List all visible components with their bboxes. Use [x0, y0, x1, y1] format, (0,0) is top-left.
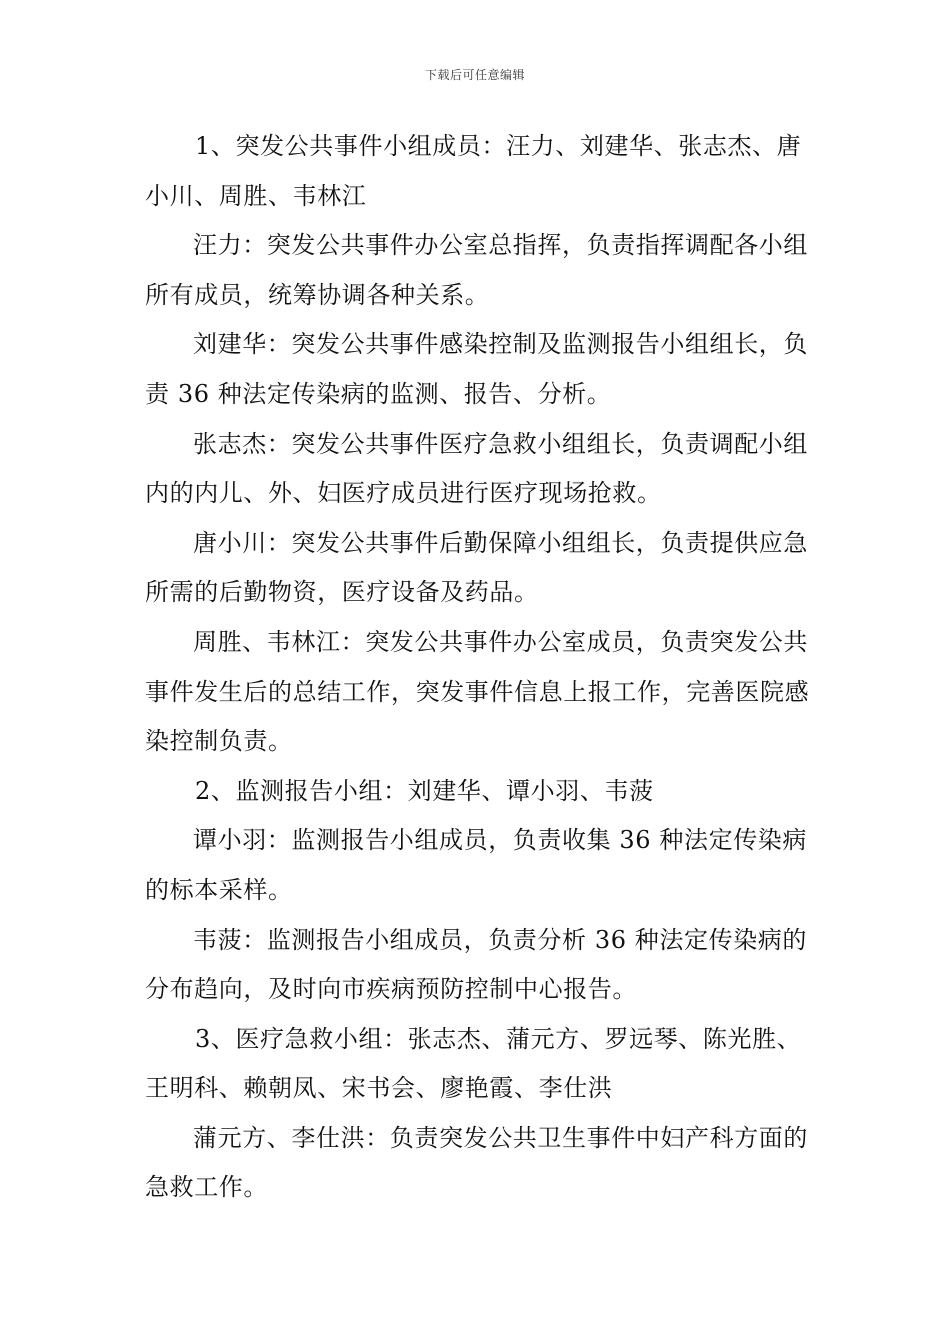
paragraph-tan-xiaoyu: 谭小羽：监测报告小组成员，负责收集 36 种法定传染病的标本采样。: [145, 826, 807, 904]
paragraph-section-3: 3、医疗急救小组：张志杰、蒲元方、罗远琴、陈光胜、王明科、赖朝凤、宋书会、廖艳霞、李仕洪: [145, 1024, 802, 1103]
paragraph-pu-yuanfang-li-shihong: 蒲元方、李仕洪：负责突发公共卫生事件中妇产科方面的急救工作。: [145, 1123, 808, 1202]
paragraph-wang-li: 汪力：突发公共事件办公室总指挥，负责指挥调配各小组所有成员，统筹协调各种关系。: [145, 231, 808, 309]
document-body: [145, 122, 810, 1213]
paragraph-section-1: 1、突发公共事件小组成员：汪力、刘建华、张志杰、唐小川、周胜、韦林江: [145, 132, 802, 210]
page-header: 下载后可任意编辑: [424, 68, 525, 82]
paragraph-tang-xiaochuan: 唐小川：突发公共事件后勤保障小组组长，负责提供应急所需的后勤物资，医疗设备及药品。: [145, 528, 808, 607]
paragraph-zhang-zhijie: 张志杰：突发公共事件医疗急救小组组长，负责调配小组内的内儿、外、妇医疗成员进行医疗现场抢救。: [145, 429, 808, 508]
paragraph-liu-jianhua: 刘建华：突发公共事件感染控制及监测报告小组组长，负责 36 种法定传染病的监测、报告、分析。: [145, 330, 808, 408]
paragraph-zhou-sheng-wei-linjiang: 周胜、韦林江：突发公共事件办公室成员，负责突发公共事件发生后的总结工作，突发事件信息上报工作，完善医院感染控制负责。: [145, 627, 810, 756]
paragraph-wei-bo: 韦菠：监测报告小组成员，负责分析 36 种法定传染病的分布趋向，及时向市疾病预防控制中心报告。: [145, 925, 807, 1004]
paragraph-section-2: 2、监测报告小组：刘建华、谭小羽、韦菠: [195, 776, 654, 805]
